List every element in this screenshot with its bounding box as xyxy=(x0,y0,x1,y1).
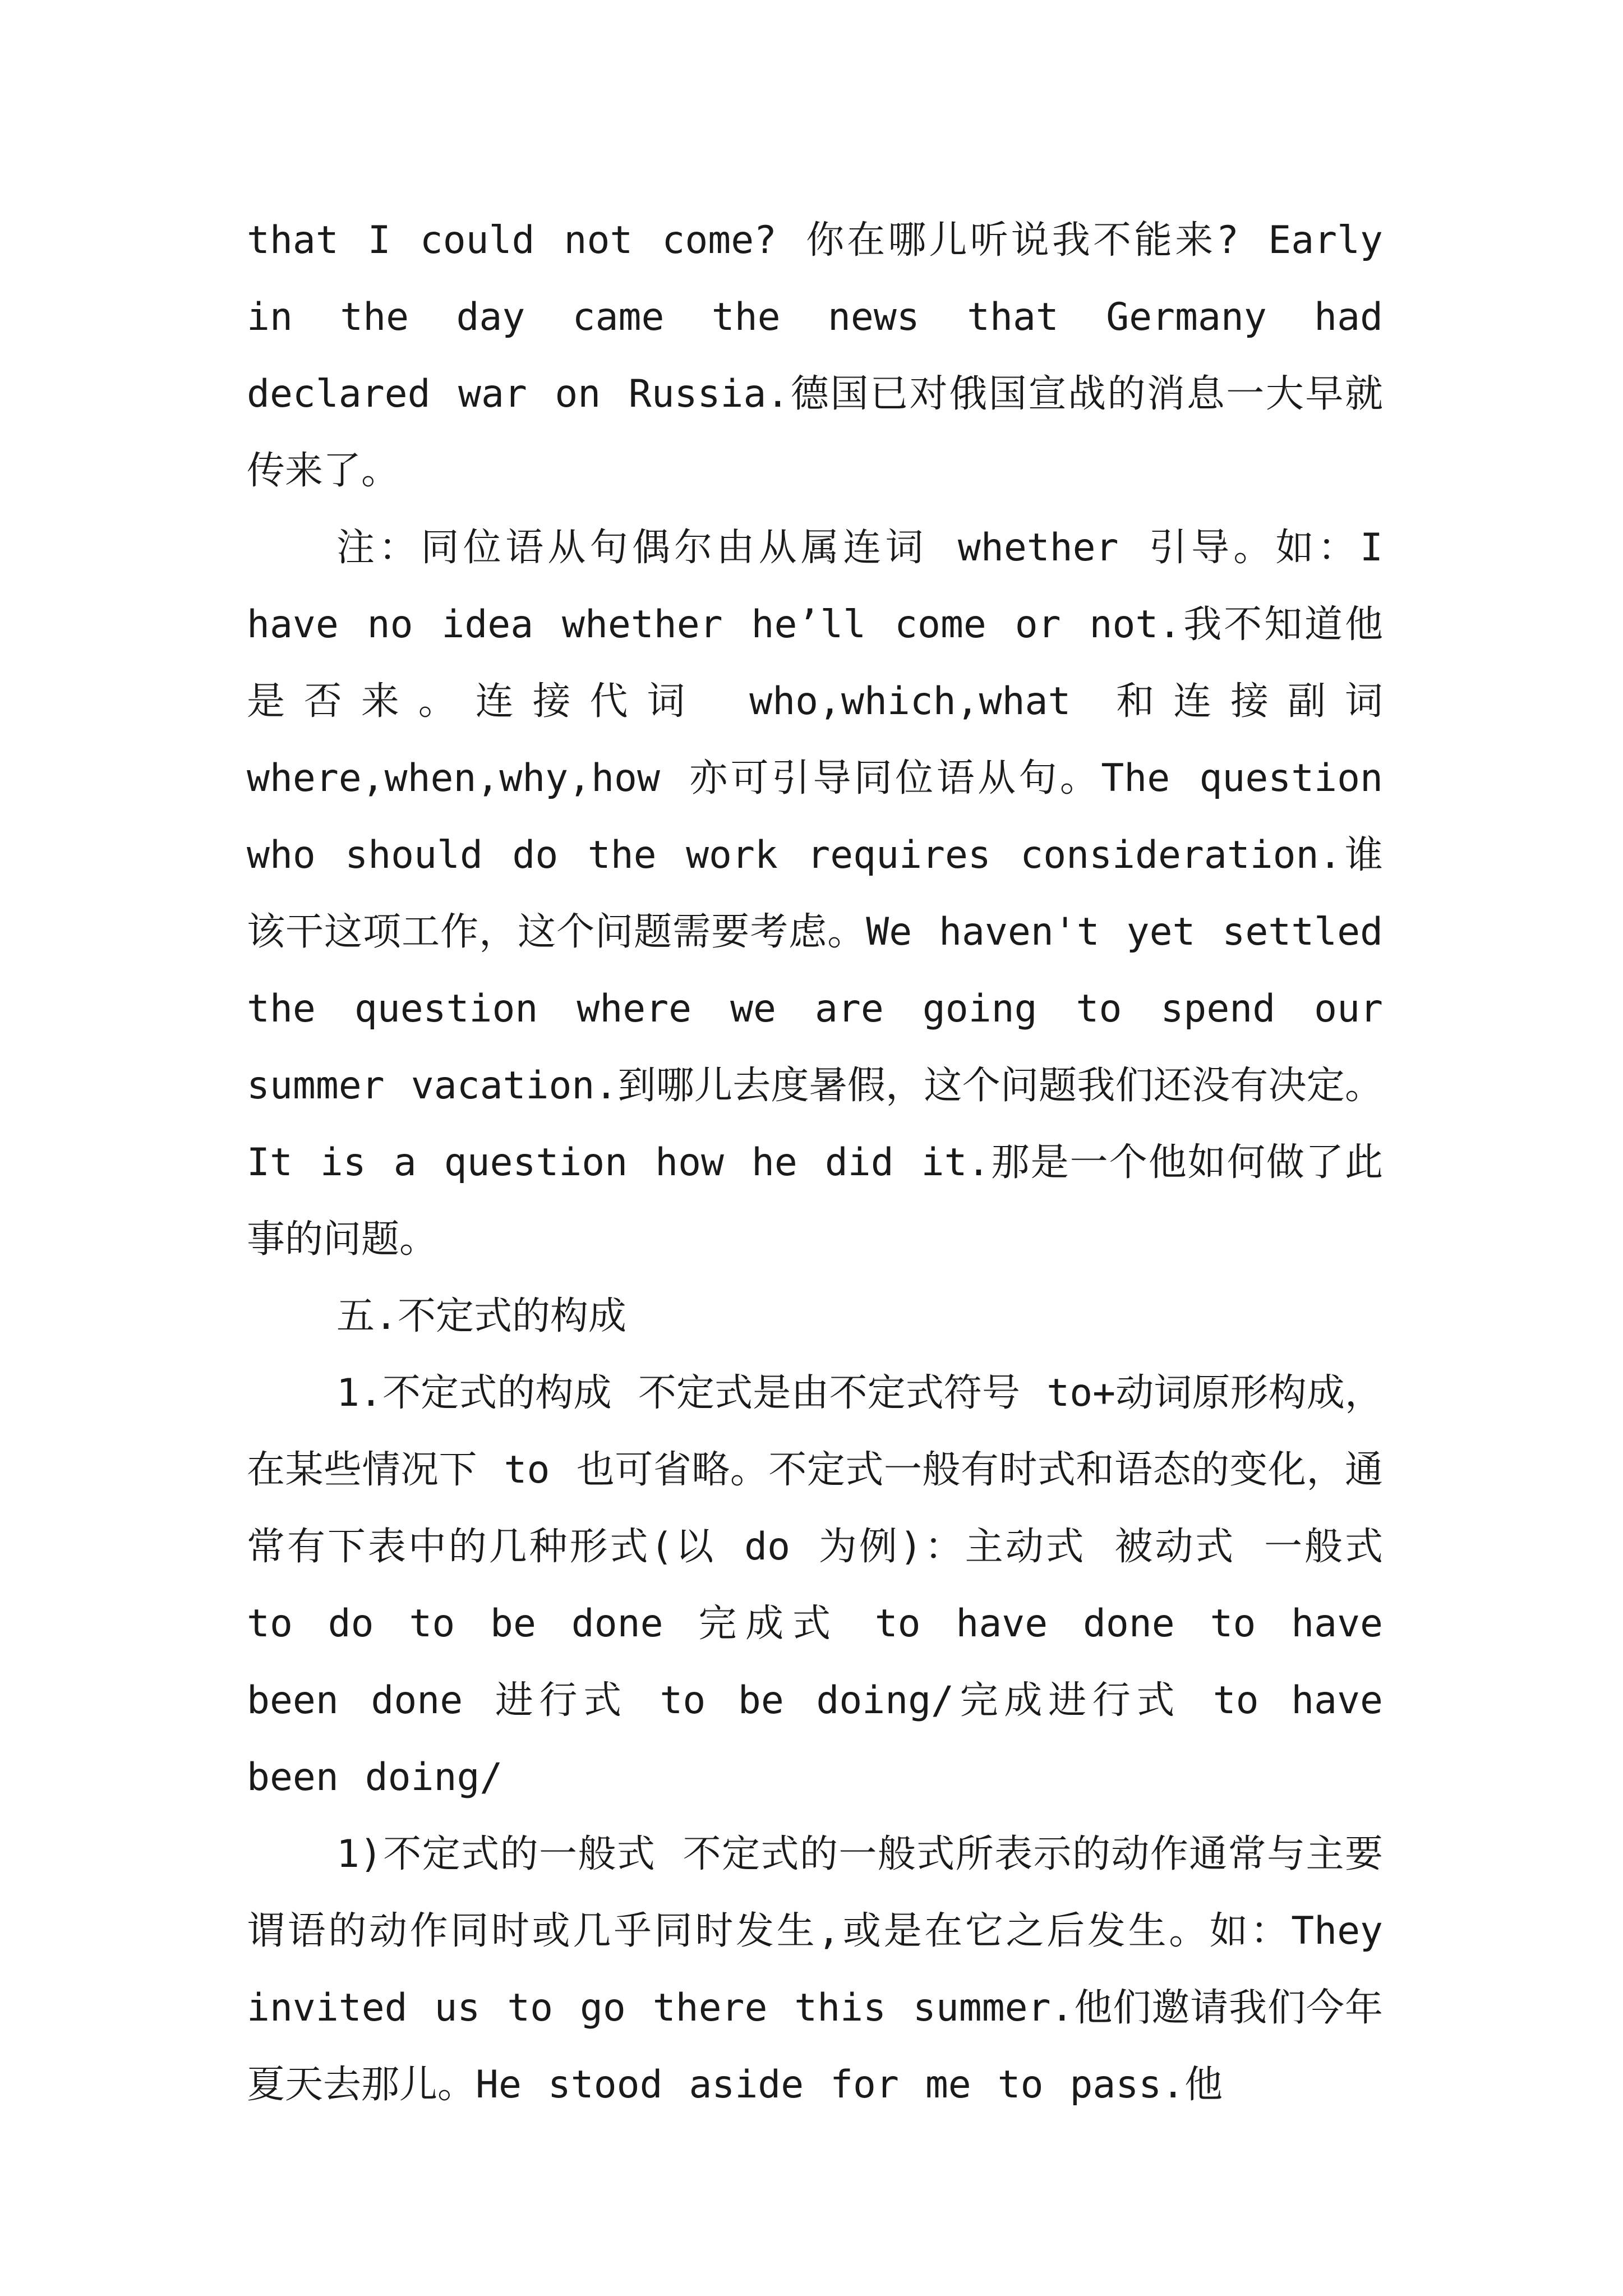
paragraph-2: 注：同位语从句偶尔由从属连词 whether 引导。如：I have no idea whether he’ll come or not.我不知道他是否来。连接代词 who,which,what 和连接副词 where,when,why,how 亦可引导同位语从句。The question who should do the work requires consideration.谁该干这项工作，这个问题需要考虑。We haven't yet settled the question where we are going to spend our summer vacation.到哪儿去度暑假，这个问题我们还没有决定。It is a question how he did it.那是一个他如何做了此事的问题。 xyxy=(247,526,1383,1262)
paragraph-5: 1)不定式的一般式 不定式的一般式所表示的动作通常与主要谓语的动作同时或几乎同时发生,或是在它之后发生。如：They invited us to go there this summer.他们邀请我们今年夏天去那儿。He stood aside for me to pass.他 xyxy=(247,1832,1383,2107)
paragraph-3-heading: 五.不定式的构成 xyxy=(336,1294,626,1338)
body-text xyxy=(247,202,1383,2123)
paragraph-4: 1.不定式的构成 不定式是由不定式符号 to+动词原形构成，在某些情况下 to 也可省略。不定式一般有时式和语态的变化，通常有下表中的几种形式(以 do 为例)：主动式 被动式 一般式 to do to be done 完成式 to have done to have been done 进行式 to be doing/完成进行式 to have been doing/ xyxy=(247,1371,1383,1800)
paragraph-1: that I could not come? 你在哪儿听说我不能来? Early in the day came the news that Germany had declared war on Russia.德国已对俄国宣战的消息一大早就传来了。 xyxy=(247,218,1383,493)
